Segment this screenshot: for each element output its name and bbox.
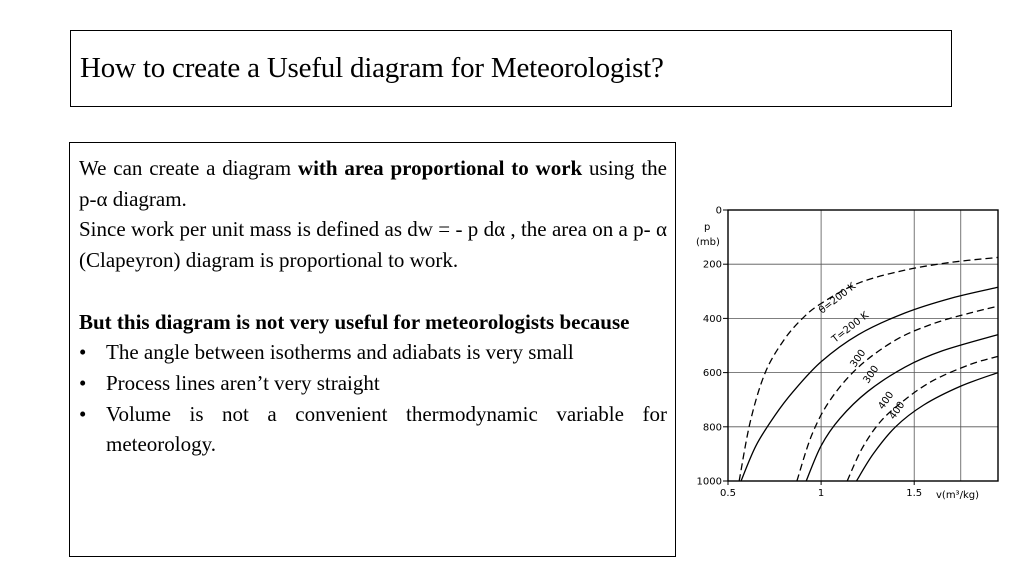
y-tick-label: 800	[702, 422, 722, 434]
list-item-text: Volume is not a convenient thermodynamic variable for meteorology.	[106, 401, 667, 457]
bullet-icon: •	[79, 401, 87, 426]
curve-label: θ=200 K	[817, 281, 858, 317]
intro-text-end: using the p-α diagram.	[79, 156, 668, 211]
list-item-text: Process lines aren’t very straight	[106, 370, 380, 395]
slide-title: How to create a Useful diagram for Meteorologist?	[80, 52, 664, 84]
text-box	[69, 142, 676, 557]
clapeyron-diagram	[690, 198, 1010, 508]
chart-ticks	[697, 206, 923, 500]
x-tick-label: 1.5	[906, 488, 923, 499]
adiabat-curve	[797, 306, 998, 481]
list-item	[79, 337, 667, 368]
curve-label: 400	[876, 389, 897, 412]
x-tick-label: 1	[817, 488, 825, 499]
title-box	[70, 30, 952, 107]
curve-label: T=200 K	[830, 310, 871, 346]
y-tick-label: 600	[702, 368, 722, 380]
intro-bold-text: with area proportional to work	[297, 156, 583, 180]
bullet-icon: •	[79, 370, 87, 395]
curve-labels	[817, 281, 907, 422]
drawbacks-heading-text: But this diagram is not very useful for meteorologists because	[79, 309, 630, 334]
y-tick-label: 400	[702, 313, 722, 325]
y-axis-unit: (mb)	[696, 237, 720, 248]
list-item	[79, 399, 667, 460]
intro-paragraph-1	[79, 153, 667, 214]
bullet-icon: •	[79, 340, 87, 365]
clapeyron-chart-svg	[690, 198, 1010, 508]
list-item	[79, 368, 667, 399]
intro-text: We can create a diagram	[79, 156, 298, 180]
drawbacks-list	[79, 337, 667, 460]
y-tick-label: 1000	[696, 476, 722, 488]
intro-paragraph-2: Since work per unit mass is defined as dw = - p dα , the area on a p- α (Clapeyron) diagram is proportional to work.	[79, 217, 667, 273]
y-axis-label: p	[704, 222, 711, 233]
y-tick-label: 200	[702, 259, 722, 271]
curve-label: 300	[861, 363, 882, 386]
curve-label: 300	[848, 347, 869, 370]
drawbacks-heading	[79, 307, 667, 338]
paragraph-spacer	[79, 276, 667, 307]
curve-label: 400	[887, 399, 908, 422]
x-tick-label: 0.5	[720, 488, 736, 499]
list-item-text: The angle between isotherms and adiabats is very small	[106, 340, 574, 365]
y-tick-label: 0	[715, 205, 722, 217]
x-axis-label: v(m³/kg)	[936, 490, 979, 501]
